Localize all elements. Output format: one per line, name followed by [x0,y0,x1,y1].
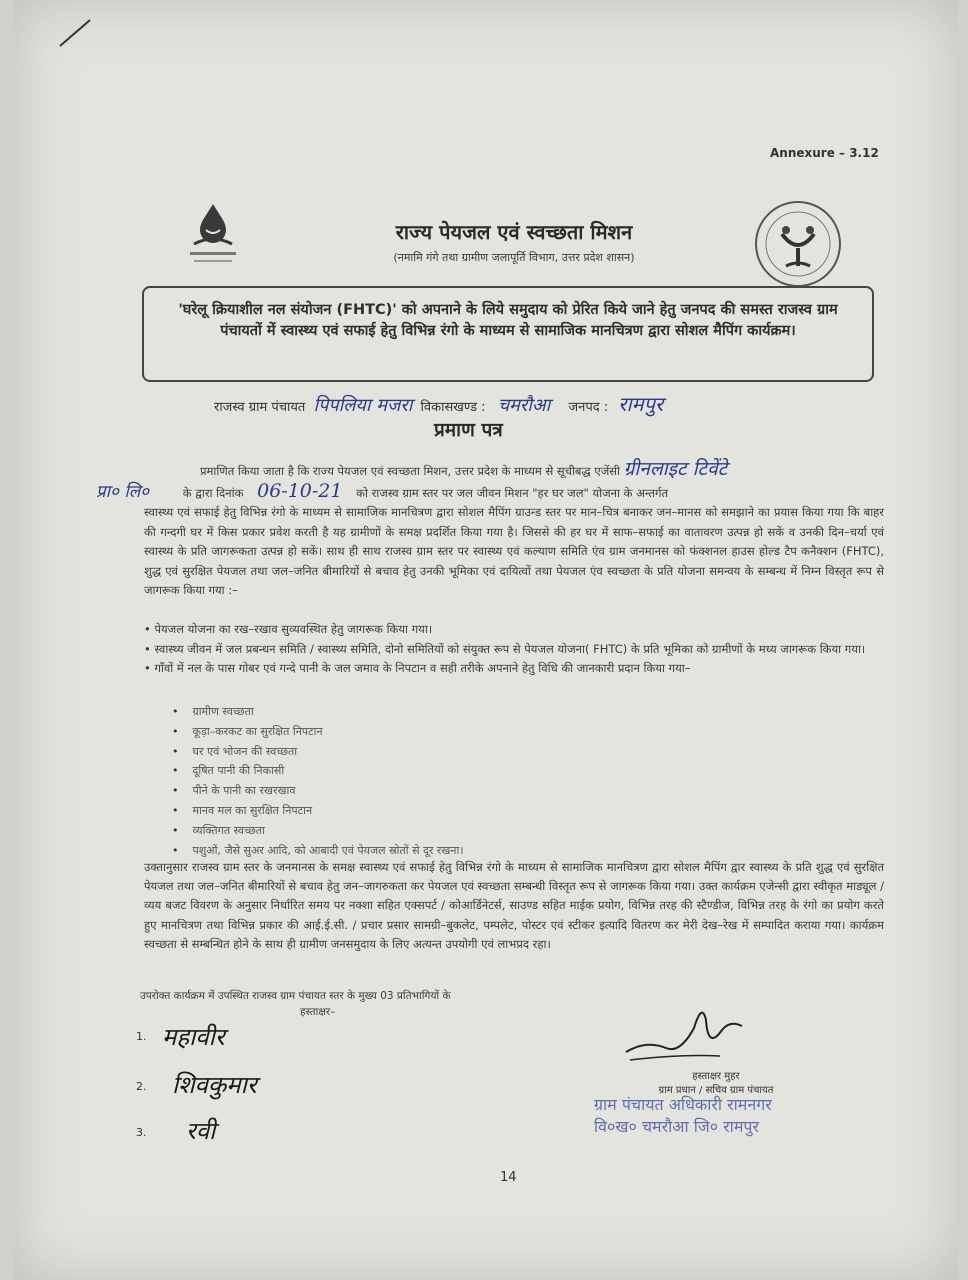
certificate-paragraph: स्वास्थ्य एवं सफाई हेतु विभिन्न रंगो के माध्यम से सामाजिक मानचित्रण द्वारा सोशल मैपिंग ग्राउन्ड स्तर पर मान–चित्र बनाकर जन–मानस को समझाने का प्रयास किया गया कि बाहर की गन्दगी घर में किस प्रकार प्रवेश करती है यह ग्रामीणों के समक्ष प्रदर्शित किया गया है। जिससे की हर घर में साफ–सफाई का वातावरण उत्पन्न हो सकें व उनकी दिन–चर्या एवं स्वास्थ्य के प्रति जागरूकता उत्पन्न हो सकें। साथ ही साथ राजस्व ग्राम स्तर पर स्वास्थ्य एवं कल्याण समिति एंव ग्राम जनमानस को फंक्शनल हाउस होल्ड टैप कनैक्शन (FHTC), शुद्ध एवं सुरक्षित पेयजल तथा जल–जनित बीमारियों से बचाव हेतु उनकी भूमिका एवं दायित्वों तथा पेयजल एंव स्वच्छता के प्रति योजना समन्वय के सम्बन्ध में निम्न विस्तृत रूप से जागरूक किया गया :– [144,505,884,597]
document-page [14,0,958,1280]
program-title-box [142,286,874,382]
sub-bullet-item: • पशुओं, जैसे सुअर आदि, को आबादी एवं पेयजल स्रोतों से दूर रखना। [172,841,464,861]
sub-bullet-item: • कूड़ा–करकट का सुरक्षित निपटान [172,722,464,742]
bullet-item: • पेयजल योजना का रख–रखाव सुव्यवस्थित हेतु जागरूक किया गया। [144,622,433,636]
participant-signature: रवी [186,1117,216,1145]
certificate-body [96,458,884,601]
participant-signature-row: 1. महावीर [136,1030,147,1043]
certificate-date: 06-10-21 [257,479,343,502]
water-drop-logo [180,200,246,270]
sub-bullet-item: • ग्रामीण स्वच्छता [172,702,464,722]
bullet-item: • स्वास्थ्य जीवन में जल प्रबन्धन समिति / स्वास्थ्य समिति, दोनो समितियों को संयुक्त रूप से पेयजल योजना( FHTC) के प्रति भूमिका को ग्रामीणों के मध्य जागरूक किया गया। [144,641,866,656]
certificate-heading: प्रमाण पत्र [434,419,503,441]
panchayat-label: राजस्व ग्राम पंचायत [214,400,306,415]
sub-bullet-item: • दूषित पानी की निकासी [172,761,464,781]
pen-mark-decoration [58,18,94,52]
bullet-item: • गाँवों में नल के पास गोबर एवं गन्दे पानी के जल जमाव के निपटान व सही तरीके अपनाने हेतु विधि की जानकारी प्रदान किया गया– [144,661,691,675]
agency-suffix: प्रा० लि० [96,481,150,502]
participant-signature: शिवकुमार [172,1071,257,1099]
sub-bullet-item: • घर एवं भोजन की स्वच्छता [172,742,464,762]
sub-bullet-list [172,702,464,860]
panchayat-value: पिपलिया मजरा [313,395,413,416]
participant-signature-row: 2. शिवकुमार [136,1080,147,1093]
mission-subtitle: (नमामि गंगे तथा ग्रामीण जलापूर्ति विभाग, उत्तर प्रदेश शासन) [393,251,635,264]
sub-bullet-item: • पीने के पानी का रखरखाव [172,781,464,801]
main-bullet-list [144,620,884,679]
up-govt-emblem [752,198,844,290]
annexure-label: Annexure – 3.12 [770,146,879,160]
closing-paragraph: उक्तानुसार राजस्व ग्राम स्तर के जनमानस के समक्ष स्वास्थ्य एवं सफाई हेतु विभिन्न रंगो के माध्यम से सामाजिक मानचित्रण द्वारा सोशल मैपिंग द्वार स्वास्थ्य के प्रति शुद्ध एवं सुरक्षित पेयजल तथा जल–जनित बीमारियों से बचाव हेतु जन–जागरुकता कर पेयजल एवं स्वच्छता सम्बन्धी विस्तृत रूप से जागरूक किया गया। उक्त कार्यक्रम एजेन्सी द्वारा स्वीकृत माड्यूल / व्यय बजट विवरण के अनुसार निर्धारित समय पर नक्शा सहित एक्सपर्ट / कोआर्डिनेटर्स, साउण्ड सहित माईक प्रयोग, विभिन्न तरह की स्टैण्डीज, विभिन्न तरह के रंगो का प्रयोग करते हुए मानचित्रण तथा विभिन्न प्रकार की आई.ई.सी. / प्रचार प्रसार सामग्री–बुकलेट, पम्पलेट, पोस्टर एवं स्टीकर इत्यादि वितरण कर मेरी देख–रेख में सम्पादित कराया गया। कार्यक्रम स्वच्छता से सम्बन्धित होने के साथ ही ग्रामीण जनसमुदाय के लिए अत्यन्त उपयोगी एवं लाभप्रद रहा। [144,860,884,951]
block-value: चमरौआ [497,395,551,416]
certificate-line2a: के द्वारा दिनांक [182,485,244,500]
district-value: रामपुर [618,392,664,416]
block-label: विकासखण्ड : [420,400,486,415]
location-fields [214,390,894,417]
program-title-text: 'घरेलू क्रियाशील नल संयोजन (FHTC)' को अपनाने के लिये समुदाय को प्रेरित किये जाने हेतु जनपद की समस्त राजस्व ग्राम पंचायतों में स्वास्थ्य एवं सफाई हेतु विभिन्न रंगो के माध्यम से सामाजिक मानचित्रण द्वारा सोशल मैपिंग कार्यक्रम। [178,302,838,339]
participant-signature-row: 3. रवी [136,1126,147,1139]
participant-signature: महावीर [162,1023,225,1051]
mission-title: राज्य पेयजल एवं स्वच्छता मिशन [395,220,633,244]
official-signature-scribble [620,990,770,1070]
certificate-line2b: को राजस्व ग्राम स्तर पर जल जीवन मिशन "हर घर जल" योजना के अन्तर्गत [356,485,669,500]
sub-bullet-item: • मानव मल का सुरक्षित निपटान [172,801,464,821]
official-designation: हस्ताक्षर मुहर ग्राम प्रधान / सचिव ग्राम पंचायत [658,1071,774,1096]
page-number: 14 [500,1170,517,1185]
sub-bullet-item: • व्यक्तिगत स्वच्छता [172,821,464,841]
certificate-line1: प्रमाणित किया जाता है कि राज्य पेयजल एवं स्वच्छता मिशन, उत्तर प्रदेश के माध्यम से सूचीबद्ध एजेंसी [200,464,620,478]
district-label: जनपद : [568,400,609,415]
participants-signature-heading: उपरोक्त कार्यक्रम में उपस्थित राजस्व ग्राम पंचायत स्तर के मुख्य 03 प्रतिभागियों के हस्ताक्षर– [140,990,451,1018]
official-stamp: ग्राम पंचायत अधिकारी रामनगर वि०ख० चमरौआ जि० रामपुर [594,1095,772,1136]
agency-name: ग्रीनलाइट टिवेंटे [623,458,728,480]
